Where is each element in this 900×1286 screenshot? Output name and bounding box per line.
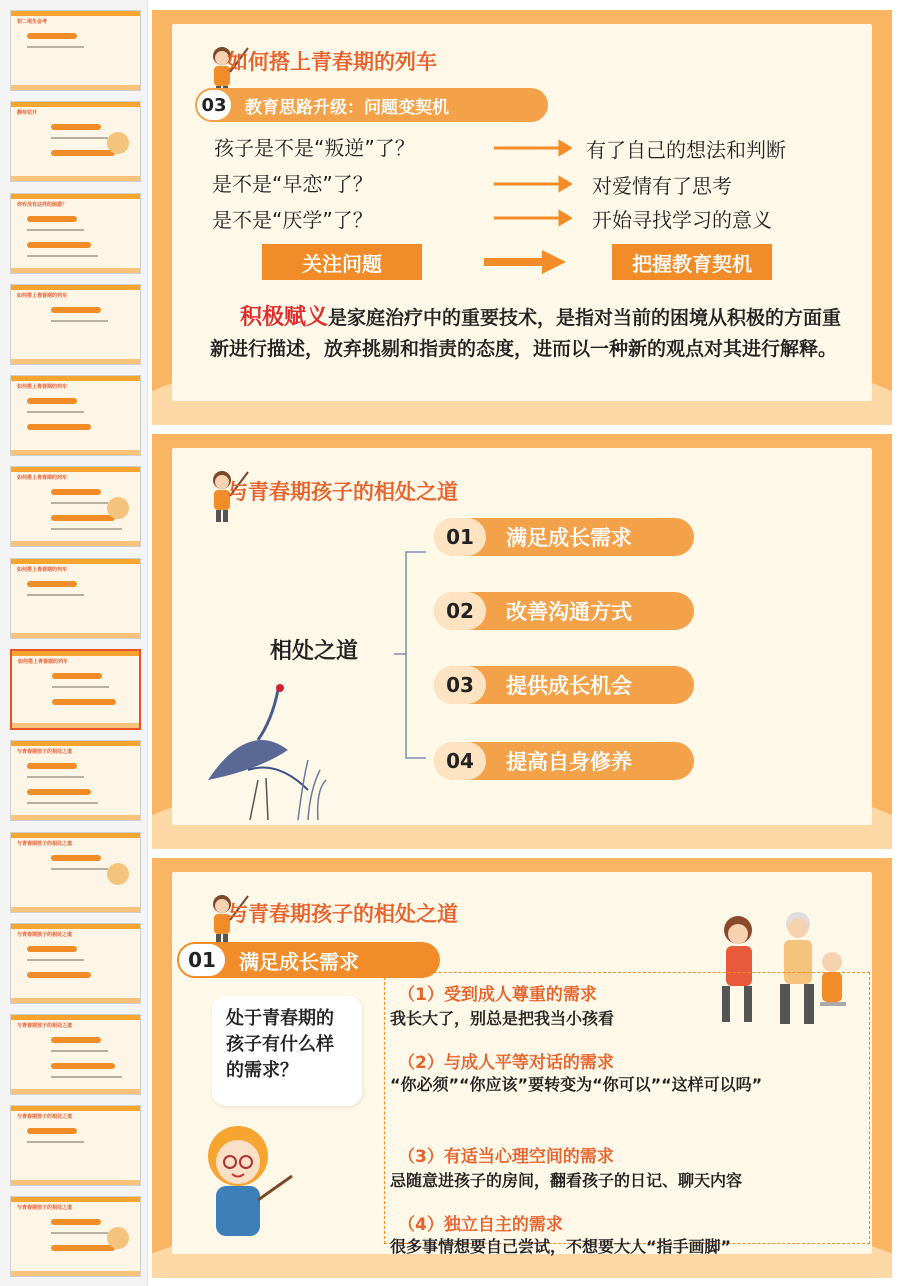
thumb-content-mark [51, 855, 101, 861]
positive-reframing-paragraph: 积极赋义是家庭治疗中的重要技术，是指对当前的困境从积极的方面重新进行描述，放弃挑剔和指责的态度，进而以一种新的观点对其进行解释。 [210, 305, 842, 360]
thumb-title: 如何搭上青春期的列车 [17, 567, 68, 573]
thumb-content-mark [52, 686, 109, 688]
thumb-content-mark [51, 515, 115, 521]
thumb-content-mark [51, 502, 108, 504]
thumb-bottom-bar [12, 723, 139, 728]
thumb-bottom-bar [11, 633, 140, 638]
thumb-content-mark [27, 763, 77, 769]
thumb-bottom-bar [11, 1089, 140, 1094]
thumb-top-bar [11, 11, 140, 16]
thumb-top-bar [11, 467, 140, 472]
thumb-content-mark [51, 1232, 108, 1234]
thumb-title: 与青春期孩子的相处之道 [17, 1023, 73, 1029]
slide-thumbnail[interactable] [10, 1014, 141, 1095]
item-meet-growth-needs: 01 满足成长需求 [434, 518, 694, 556]
thumb-bottom-bar [11, 268, 140, 273]
slide-thumbnail[interactable] [10, 193, 141, 274]
need-respect-detail: 我长大了，别总是把我当小孩看 [390, 1009, 615, 1028]
slide-thumbnail[interactable] [10, 466, 141, 547]
thumb-top-bar [11, 741, 140, 746]
answer-own-ideas: 有了自己的想法和判断 [586, 138, 786, 162]
section-number: 03 [195, 88, 233, 122]
slide-thumbnail[interactable] [10, 649, 141, 730]
thumb-bottom-bar [11, 1180, 140, 1185]
thumb-title: 与青春期孩子的相处之道 [17, 749, 73, 755]
slide-ways-to-get-along[interactable] [152, 434, 892, 849]
thumb-top-bar [11, 1106, 140, 1111]
thumb-illustration-icon [107, 1227, 129, 1249]
bracket [392, 550, 432, 760]
thumb-content-mark [27, 789, 91, 795]
slide-thumbnail[interactable] [10, 923, 141, 1004]
thumb-content-mark [27, 1141, 84, 1143]
thumb-content-mark [27, 398, 77, 404]
crane-painting-icon [188, 670, 348, 830]
thumb-content-mark [52, 699, 116, 705]
slide-thumbnail[interactable] [10, 1196, 141, 1277]
thumb-content-mark [51, 1050, 108, 1052]
thumb-content-mark [51, 320, 108, 322]
thumb-title: 你有没有这样的困惑？ [17, 202, 68, 208]
thumb-bottom-bar [11, 450, 140, 455]
need-independence-detail: 很多事情想要自己尝试，不想要大人“指手画脚” [390, 1237, 732, 1256]
section-pill [196, 88, 548, 122]
thumb-content-mark [27, 242, 91, 248]
slide-thumbnail[interactable] [10, 558, 141, 639]
thumb-title: 如何搭上青春期的列车 [17, 475, 68, 481]
slide-thumbnail[interactable] [10, 10, 141, 91]
thumb-bottom-bar [11, 176, 140, 181]
thumb-title: 如何搭上青春期的列车 [17, 384, 68, 390]
need-psych-space-heading: （3）有适当心理空间的需求 [398, 1147, 614, 1167]
thumb-illustration-icon [107, 497, 129, 519]
slide-growth-needs[interactable] [152, 858, 892, 1278]
thumb-title: 静待花开 [17, 110, 38, 116]
thumb-top-bar [11, 1197, 140, 1202]
need-equal-dialogue-heading: （2）与成人平等对话的需求 [398, 1053, 614, 1073]
thumb-content-mark [51, 528, 122, 530]
thumb-content-mark [27, 229, 84, 231]
thumb-content-mark [51, 489, 101, 495]
thumb-top-bar [11, 194, 140, 199]
thumb-content-mark [27, 776, 84, 778]
thumb-content-mark [51, 124, 101, 130]
thumb-content-mark [27, 594, 84, 596]
thumb-content-mark [51, 1245, 115, 1251]
item-improve-communication: 02 改善沟通方式 [434, 592, 694, 630]
thumb-bottom-bar [11, 815, 140, 820]
arrow-right-icon [560, 212, 570, 224]
thumb-bottom-bar [11, 359, 140, 364]
section-label: 教育思路升级：问题变契机 [245, 97, 449, 118]
need-psych-space-detail: 忌随意进孩子的房间，翻看孩子的日记、聊天内容 [390, 1171, 743, 1190]
arrow-right-icon [560, 178, 570, 190]
thumb-content-mark [27, 802, 98, 804]
thumb-content-mark [27, 959, 84, 961]
thumb-title: 如何搭上青春期的列车 [18, 659, 69, 665]
slide-thumbnail[interactable] [10, 375, 141, 456]
thumb-content-mark [51, 1037, 101, 1043]
thumb-bottom-bar [11, 541, 140, 546]
thumb-content-mark [51, 1219, 101, 1225]
thumb-content-mark [51, 1076, 122, 1078]
thumb-top-bar [11, 833, 140, 838]
focus-problem-box: 关注问题 [262, 244, 422, 280]
thumb-top-bar [11, 376, 140, 381]
girl-teacher-icon [188, 1116, 298, 1256]
slide-thumbnail[interactable] [10, 101, 141, 182]
thumb-title: 初二地生会考 [17, 19, 48, 25]
thumb-title: 与青春期孩子的相处之道 [17, 932, 73, 938]
thumb-content-mark [51, 137, 108, 139]
question-school-weariness: 是不是“厌学”了？ [212, 208, 373, 232]
section-pill: 01 满足成长需求 [178, 942, 440, 978]
thumb-content-mark [27, 424, 91, 430]
answer-think-love: 对爱情有了思考 [592, 174, 732, 198]
thumb-top-bar [11, 559, 140, 564]
question-bubble: 处于青春期的孩子有什么样的需求？ [212, 996, 362, 1106]
slide-title: 如何搭上青春期的列车 [227, 50, 437, 74]
thumb-content-mark [27, 972, 91, 978]
thumb-content-mark [27, 411, 84, 413]
thumb-top-bar [11, 924, 140, 929]
slide-title: 与青春期孩子的相处之道 [227, 480, 458, 504]
slide-title: 与青春期孩子的相处之道 [227, 902, 458, 926]
arrow-right-icon [560, 142, 570, 154]
thumb-top-bar [11, 285, 140, 290]
item-self-cultivation: 04 提高自身修养 [434, 742, 694, 780]
item-provide-opportunities: 03 提供成长机会 [434, 666, 694, 704]
center-label: 相处之道 [270, 639, 359, 664]
answer-meaning-of-study: 开始寻找学习的意义 [592, 208, 772, 232]
thumb-top-bar [11, 1015, 140, 1020]
big-arrow-icon [480, 248, 570, 276]
thumb-content-mark [27, 255, 98, 257]
need-independence-heading: （4）独立自主的需求 [398, 1215, 563, 1235]
thumb-content-mark [27, 946, 77, 952]
thumb-content-mark [27, 33, 77, 39]
keyword-positive-reframing: 积极赋义 [240, 305, 329, 330]
thumb-content-mark [51, 868, 108, 870]
thumb-content-mark [52, 673, 102, 679]
thumb-content-mark [27, 216, 77, 222]
thumb-content-mark [51, 1063, 115, 1069]
thumb-bottom-bar [11, 1271, 140, 1276]
row-arrows [492, 136, 572, 236]
thumb-top-bar [12, 651, 139, 656]
thumb-content-mark [51, 150, 115, 156]
education-opportunity-box: 把握教育契机 [612, 244, 772, 280]
thumb-bottom-bar [11, 998, 140, 1003]
need-equal-dialogue-detail: “你必须”“你应该”要转变为“你可以”“这样可以吗” [390, 1075, 763, 1094]
slide-thumbnail[interactable] [10, 284, 141, 365]
thumb-content-mark [27, 46, 84, 48]
thumb-content-mark [27, 1128, 77, 1134]
thumb-top-bar [11, 102, 140, 107]
thumb-title: 如何搭上青春期的列车 [17, 293, 68, 299]
thumb-illustration-icon [107, 863, 129, 885]
question-rebellion: 孩子是不是“叛逆”了？ [214, 136, 415, 160]
slide-thumbnail[interactable] [10, 740, 141, 821]
slide-thumbnail-panel[interactable] [0, 0, 148, 1286]
thumb-title: 与青春期孩子的相处之道 [17, 1205, 73, 1211]
slide-thumbnail[interactable] [10, 832, 141, 913]
thumb-bottom-bar [11, 85, 140, 90]
question-early-love: 是不是“早恋”了？ [212, 172, 373, 196]
thumb-content-mark [51, 307, 101, 313]
slide-problem-to-opportunity[interactable] [152, 10, 892, 425]
thumb-title: 与青春期孩子的相处之道 [17, 1114, 73, 1120]
slide-thumbnail[interactable] [10, 1105, 141, 1186]
thumb-illustration-icon [107, 132, 129, 154]
thumb-title: 与青春期孩子的相处之道 [17, 841, 73, 847]
thumb-content-mark [27, 581, 77, 587]
thumb-bottom-bar [11, 907, 140, 912]
need-respect-heading: （1）受到成人尊重的需求 [398, 985, 597, 1005]
